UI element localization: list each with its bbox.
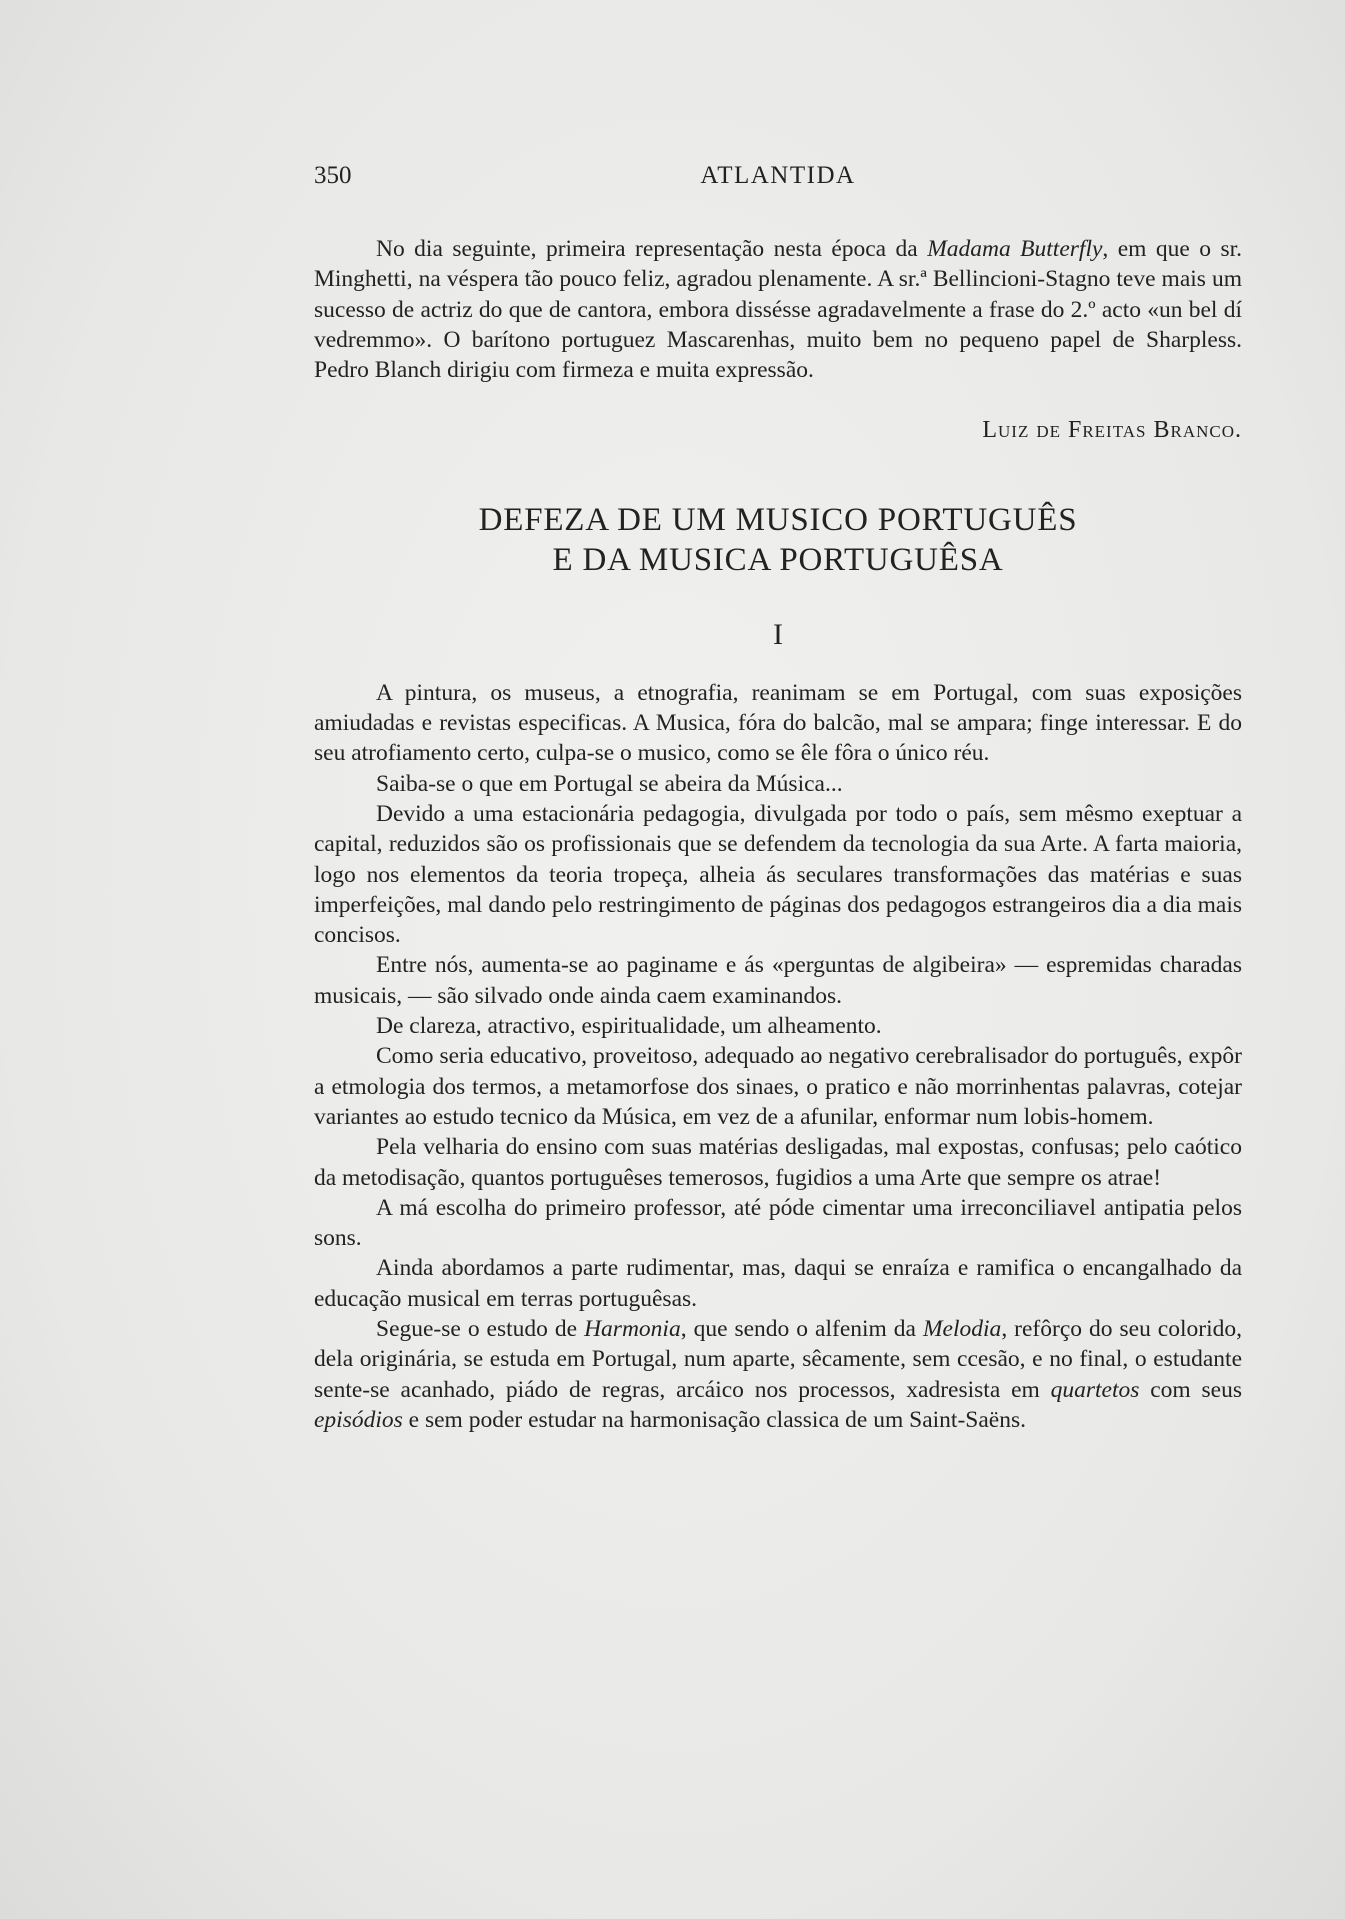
italic-text: Harmonia: [584, 1316, 681, 1343]
paragraph: Ainda abordamos a parte rudimentar, mas, daqui se enraíza e ramifica o encangalhado da educação musical em terras portuguêsas.: [314, 1255, 1242, 1312]
review-text: [314, 234, 1242, 385]
italic-text: episódios: [314, 1406, 403, 1433]
paragraph: A má escolha do primeiro professor, até póde cimentar uma irreconciliavel antipatia pelos sons.: [314, 1194, 1242, 1252]
paragraph: No dia seguinte, primeira representação nesta época da Madama Butterfly, em que o sr. Minghetti, na véspera tão pouco feliz, agradou plenamente. A sr.ª Bellincioni-Stagno teve mais um sucesso de actriz do que de cantora, embora dissésse agradavelmente a frase do 2.º acto «un bel dí vedremmo». O barítono portuguez Mascarenhas, muito bem no pequeno papel de Sharpless. Pedro Blanch dirigiu com firmeza e muita expressão.: [314, 236, 1242, 384]
italic-text: quartetos: [1050, 1376, 1140, 1403]
article-title-line-2: E DA MUSICA PORTUGUÊSA: [552, 541, 1004, 578]
section-number: I: [773, 617, 783, 651]
paragraph: Como seria educativo, proveitoso, adequado ao negativo cerebralisador do português, expôr a etmologia dos termos, a metamorfose dos sinaes, o pratico e não morrinhentas palavras, cotejar variantes ao estudo tecnico da Música, em vez de a afunilar, enformar num lobis-homem.: [314, 1043, 1242, 1130]
paragraph: De clareza, atractivo, espiritualidade, um alheamento.: [376, 1013, 882, 1040]
page-header: [314, 162, 1242, 192]
paragraph: Pela velharia do ensino com suas matérias desligadas, mal expostas, confusas; pelo caótico da metodisação, quantos portuguêses temerosos, fugidios a uma Arte que sempre os atrae!: [314, 1134, 1242, 1191]
article-text: [314, 678, 1242, 1435]
paragraph: Devido a uma estacionária pedagogia, divulgada por todo o país, sem mêsmo exeptuar a capital, reduzidos são os profissionais que se defendem da tecnologia da sua Arte. A farta maioria, logo nos elementos da teoria tropeça, alheia ás seculares transformações das matérias e suas imperfeições, mal dando pelo restringimento de páginas dos pedagogos estrangeiros dia a dia mais concisos.: [314, 800, 1242, 949]
italic-text: Madama Butterfly: [927, 236, 1103, 262]
article-title: [314, 500, 1242, 580]
italic-text: Melodia: [922, 1316, 1002, 1343]
article-title-line-1: DEFEZA DE UM MUSICO PORTUGUÊS: [478, 501, 1078, 538]
page-number: 350: [314, 162, 352, 189]
paragraph: Segue-se o estudo de Harmonia, que sendo o alfenim da Melodia, refôrço do seu colorido, dela originária, se estuda em Portugal, num aparte, sêcamente, sem ccesão, e no final, o estudante sente-se acanhado, piádo de regras, arcáico nos processos, xadresista em quartetos com seus episódios e sem poder estudar na harmonisação classica de um Saint-Saëns.: [314, 1316, 1242, 1433]
running-title: ATLANTIDA: [700, 162, 856, 189]
page-body: [314, 234, 1242, 1435]
paragraph: Entre nós, aumenta-se ao paginame e ás «perguntas de algibeira» — espremidas charadas musicais, — são silvado onde ainda caem examinandos.: [314, 952, 1242, 1009]
paragraph: A pintura, os museus, a etnografia, reanimam se em Portugal, com suas exposições amiudadas e revistas especificas. A Musica, fóra do balcão, mal se ampara; finge interessar. E do seu atrofiamento certo, culpa-se o musico, como se êle fôra o único réu.: [314, 679, 1242, 767]
author-signature: Luiz de Freitas Branco.: [982, 417, 1242, 444]
paragraph: Saiba-se o que em Portugal se abeira da Música...: [376, 770, 843, 797]
